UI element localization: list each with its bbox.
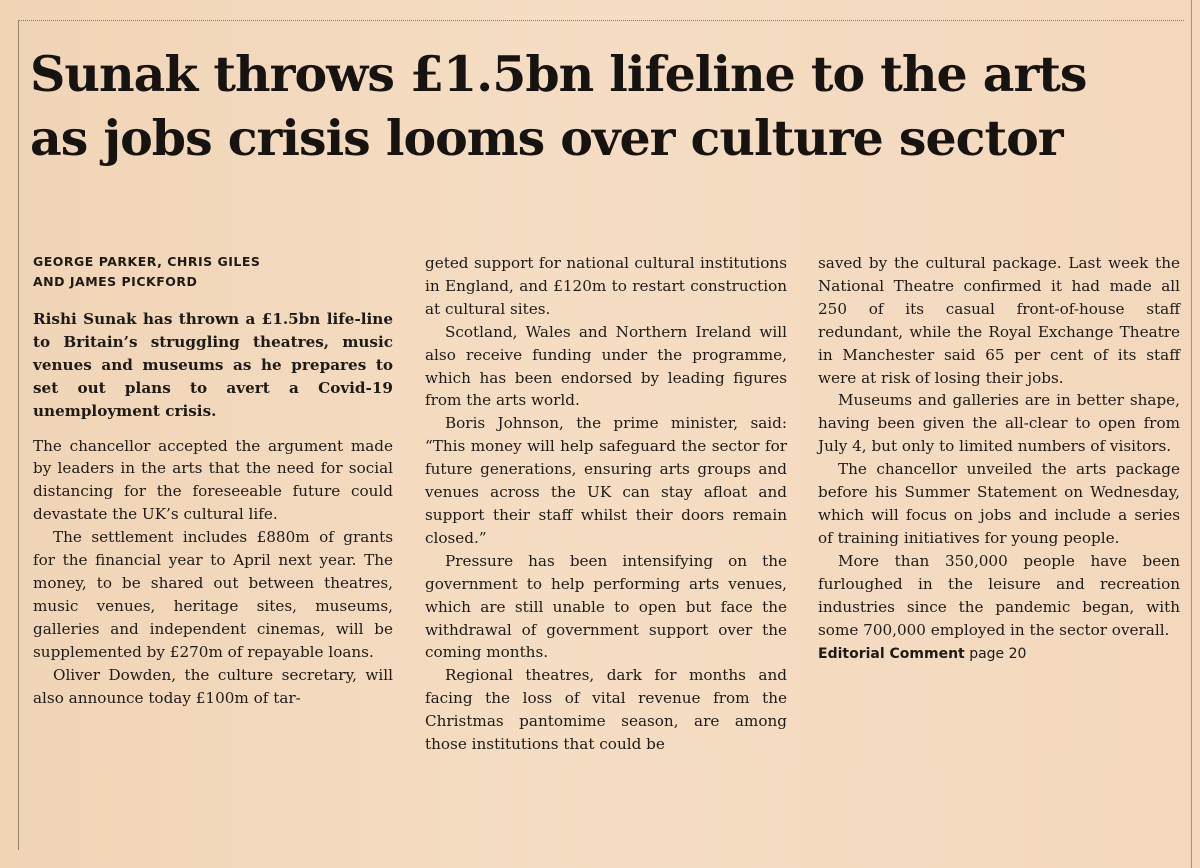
top-rule	[18, 20, 1184, 21]
paragraph-5: Boris Johnson, the prime minister, said: “This money will help safeguard the sector for future generations, ensuring arts groups and venues across the UK can stay afloat and support their staff whilst their doors remain closed.”	[425, 414, 787, 547]
paragraph-8: Museums and galleries are in better shape, having been given the all-clear to open from July 4, but only to limited numbers of visitors.	[818, 391, 1180, 456]
paragraph-10: More than 350,000 people have been furloughed in the leisure and recreation industries since the pandemic began, with some 700,000 employed in the sector overall.	[818, 551, 1180, 639]
byline-line-1: GEORGE PARKER, CHRIS GILES	[33, 254, 261, 269]
paragraph-7-part-b: saved by the cultural package. Last week the National Theatre confirmed it had made all 250 of its casual front-of-house staff redundant, while the Royal Exchange Theatre in Manchester said 65 per cent of its staff were at risk of losing their jobs.	[818, 254, 1180, 387]
column-1	[33, 252, 393, 709]
left-rule	[18, 20, 19, 850]
lede-paragraph: Rishi Sunak has thrown a £1.5bn life-line to Britain’s struggling theatres, music venues and museums as he prepares to set out plans to avert a Covid-19 unemployment crisis.	[33, 310, 393, 420]
headline-line-1: Sunak throws £1.5bn lifeline to the arts	[30, 45, 1087, 103]
paragraph-3-part-b: geted support for national cultural institutions in England, and £120m to restart construction at cultural sites.	[425, 254, 787, 318]
column-3	[818, 252, 1180, 666]
headline	[30, 42, 1180, 170]
byline	[33, 252, 393, 292]
column-2	[425, 252, 787, 756]
right-rule	[1191, 0, 1192, 868]
paragraph-6: Pressure has been intensifying on the government to help performing arts venues, which are still unable to open but face the withdrawal of government support over the coming months.	[425, 551, 787, 662]
paragraph-2: The settlement includes £880m of grants for the financial year to April next year. The money, to be shared out between theatres, music venues, heritage sites, museums, galleries and independent cinemas, will be supplemented by £270m of repayable loans.	[33, 528, 393, 661]
editorial-page: page 20	[969, 646, 1027, 663]
editorial-label: Editorial Comment	[818, 646, 965, 663]
headline-line-2: as jobs crisis looms over culture sector	[30, 109, 1063, 167]
paragraph-3-part-a: Oliver Dowden, the culture secretary, will also announce today £100m of tar-	[33, 665, 393, 707]
paragraph-4: Scotland, Wales and Northern Ireland will also receive funding under the programme, which has been endorsed by leading figures from the arts world.	[425, 322, 787, 410]
byline-line-2: AND JAMES PICKFORD	[33, 274, 198, 289]
editorial-comment-reference	[818, 643, 1180, 666]
paragraph-7-part-a: Regional theatres, dark for months and facing the loss of vital revenue from the Christmas pantomime season, are among those institutions that could be	[425, 666, 787, 754]
paragraph-9: The chancellor unveiled the arts package before his Summer Statement on Wednesday, which will focus on jobs and include a series of training initiatives for young people.	[818, 460, 1180, 547]
paragraph-1: The chancellor accepted the argument made by leaders in the arts that the need for social distancing for the foreseeable future could devastate the UK’s cultural life.	[33, 436, 393, 524]
